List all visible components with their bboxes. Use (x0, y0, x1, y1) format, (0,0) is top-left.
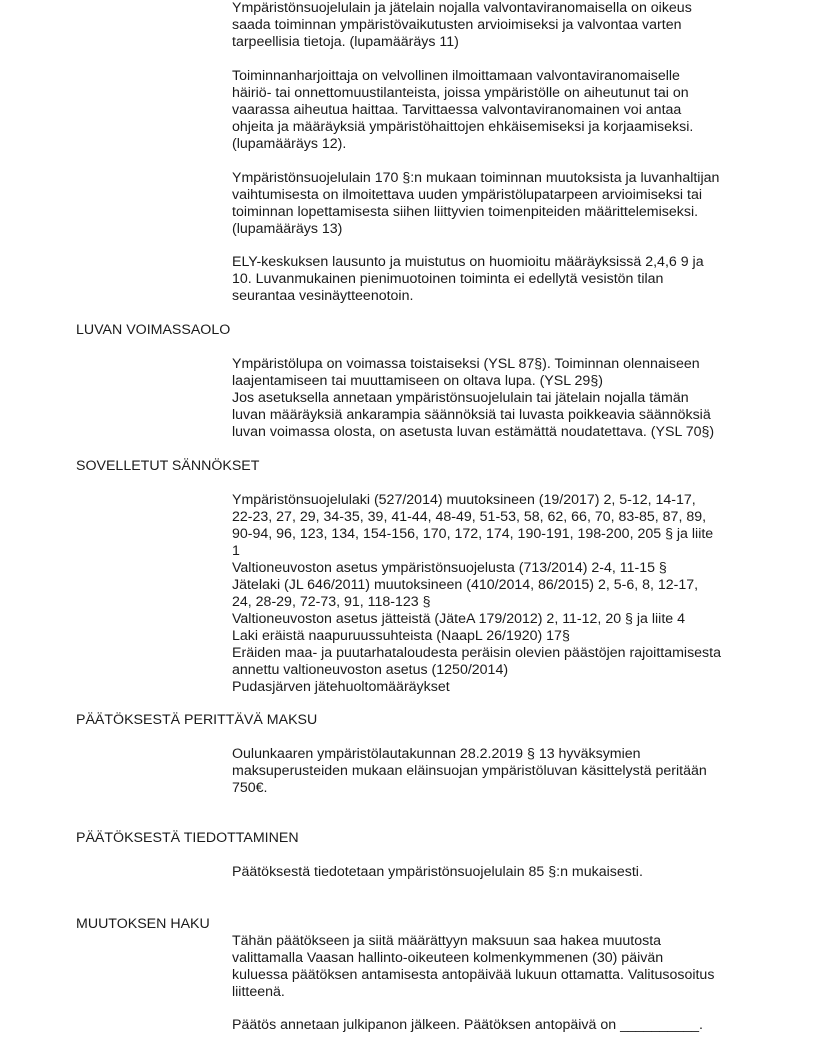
paragraph-antopaiva: Päätös annetaan julkipanon jälkeen. Päätöksen antopäivä on __________. (232, 1017, 703, 1033)
heading-paatoksesta-perittava-maksu: PÄÄTÖKSESTÄ PERITTÄVÄ MAKSU (76, 712, 318, 728)
heading-muutoksen-haku: MUUTOKSEN HAKU (76, 916, 210, 932)
paragraph-hairiotilanteet: Toiminnanharjoittaja on velvollinen ilmoittamaan valvontaviranomaiselle häiriö- tai onnettomuustilanteista, joissa ympäristölle on aiheutunut tai on vaarassa aiheutua haittaa. Tarvittaessa valvontaviranomainen voi antaa ohjeita ja määräyksiä ympäristöhaittojen ehkäisemiseksi ja korjaamiseksi. (lupamääräys 12). (232, 68, 694, 152)
paragraph-sovelletut-sannokset: Ympäristönsuojelulaki (527/2014) muutoksineen (19/2017) 2, 5-12, 14-17, 22-23, 27, 29, 34-35, 39, 41-44, 48-49, 51-53, 58, 62, 66, 70, 83-85, 87, 89, 90-94, 96, 123, 134, 154-156, 170, 172, 174, 190-191, 198-200, 205 § ja liite 1 Valtioneuvoston asetus ympäristönsuojelusta (713/2014) 2-4, 11-15 § Jätelaki (JL 646/2011) muutoksineen (410/2014, 86/2015) 2, 5-6, 8, 12-17, 24, 28-29, 72-73, 91, 118-123 § Valtioneuvoston asetus jätteistä (JäteA 179/2012) 2, 11-12, 20 § ja liite 4 Laki eräistä naapuruussuhteista (NaapL 26/1920) 17§ Eräiden maa- ja puutarhataloudesta peräisin olevien päästöjen rajoittamisesta annettu valtioneuvoston asetus (1250/2014) Pudasjärven jätehuoltomääräykset (232, 492, 721, 695)
paragraph-ely-lausunto: ELY-keskuksen lausunto ja muistutus on huomioitu määräyksissä 2,4,6 9 ja 10. Luvanmukainen pienimuotoinen toiminta ei edellytä vesistön tilan seurantaa vesinäytteenotoin. (232, 254, 704, 304)
paragraph-perittava-maksu: Oulunkaaren ympäristölautakunnan 28.2.2019 § 13 hyväksymien maksuperusteiden mukaan eläinsuojan ympäristöluvan käsittelystä peritään 750€. (232, 746, 707, 796)
paragraph-luvan-voimassaolo: Ympäristölupa on voimassa toistaiseksi (YSL 87§). Toiminnan olennaiseen laajentamiseen tai muuttamiseen on oltava lupa. (YSL 29§) Jos asetuksella annetaan ympäristönsuojelulain tai jätelain nojalla tämän luvan määräyksiä ankarampia säännöksiä tai luvasta poikkeavia säännöksiä luvan voimassa olosta, on asetusta luvan estämättä noudatettava. (YSL 70§) (232, 356, 715, 440)
paragraph-tiedottaminen: Päätöksestä tiedotetaan ympäristönsuojelulain 85 §:n mukaisesti. (232, 864, 643, 880)
heading-luvan-voimassaolo: LUVAN VOIMASSAOLO (76, 322, 231, 338)
heading-sovelletut-sannokset: SOVELLETUT SÄNNÖKSET (76, 458, 260, 474)
paragraph-muutoksen-haku: Tähän päätökseen ja siitä määrättyyn maksuun saa hakea muutosta valittamalla Vaasan hallinto-oikeuteen kolmenkymmenen (30) päivän kuluessa päätöksen antamisesta antopäivää lukuun ottamatta. Valitusosoitus liitteenä. (232, 933, 715, 1000)
paragraph-toiminnan-muutokset: Ympäristönsuojelulain 170 §:n mukaan toiminnan muutoksista ja luvanhaltijan vaihtumisesta on ilmoitettava uuden ympäristölupatarpeen arvioimiseksi tai toiminnan lopettamisesta siihen liittyvien toimenpiteiden määrittelemiseksi. (lupamääräys 13) (232, 170, 720, 237)
paragraph-valvonta-tiedot: Ympäristönsuojelulain ja jätelain nojalla valvontaviranomaisella on oikeus saada toiminnan ympäristövaikutusten arvioimiseksi ja valvontaa varten tarpeellisia tietoja. (lupamääräys 11) (232, 0, 692, 50)
heading-paatoksesta-tiedottaminen: PÄÄTÖKSESTÄ TIEDOTTAMINEN (76, 830, 299, 846)
